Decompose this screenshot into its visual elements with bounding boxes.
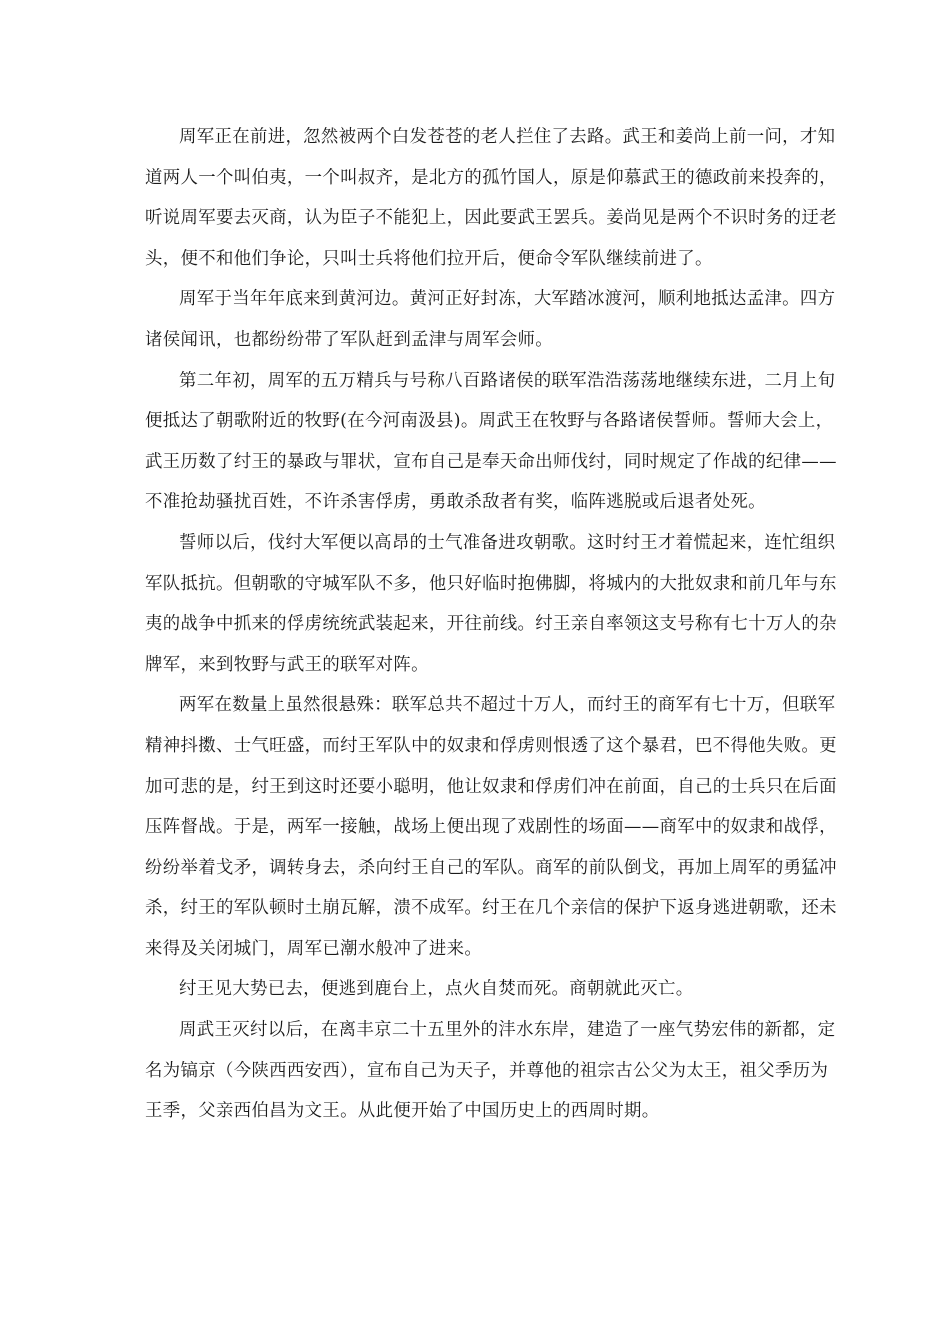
document-body	[145, 117, 837, 1132]
text-line: 纣王见大势已去，便逃到鹿台上，点火自焚而死。商朝就此灭亡。	[179, 979, 694, 1000]
text-line: 周武王灭纣以后，在离丰京二十五里外的沣水东岸，建造了一座气势宏伟的新都，定	[179, 1020, 836, 1041]
text-line: 夷的战争中抓来的俘虏统统武装起来，开往前线。纣王亲自率领这支号称有七十万人的杂	[145, 614, 837, 635]
text-line: 军队抵抗。但朝歌的守城军队不多，他只好临时抱佛脚，将城内的大批奴隶和前几年与东	[145, 573, 837, 594]
paragraph	[145, 1010, 836, 1132]
text-line: 压阵督战。于是，两军一接触，战场上便出现了戏剧性的场面——商军中的奴隶和战俘，	[145, 817, 837, 838]
text-line: 誓师以后，伐纣大军便以高昂的士气准备进攻朝歌。这时纣王才着慌起来，连忙组织	[179, 532, 836, 553]
text-line: 第二年初，周军的五万精兵与号称八百路诸侯的联军浩浩荡荡地继续东进，二月上旬	[179, 370, 836, 391]
text-line: 牌军，来到牧野与武王的联军对阵。	[145, 654, 429, 675]
text-line: 便抵达了朝歌附近的牧野(在今河南汲县)。周武王在牧野与各路诸侯誓师。誓师大会上，	[145, 411, 834, 432]
text-line: 精神抖擞、士气旺盛，而纣王军队中的奴隶和俘虏则恨透了这个暴君，巴不得他失败。更	[145, 735, 837, 756]
paragraph	[145, 969, 807, 1010]
text-line: 周军正在前进，忽然被两个白发苍苍的老人拦住了去路。武王和姜尚上前一问，才知	[179, 127, 836, 147]
text-line: 加可悲的是，纣王到这时还要小聪明，他让奴隶和俘虏们冲在前面，自己的士兵只在后面	[145, 776, 837, 797]
text-line: 头，便不和他们争论，只叫士兵将他们拉开后，便命令军队继续前进了。	[145, 248, 713, 269]
text-line: 听说周军要去灭商，认为臣子不能犯上，因此要武王罢兵。姜尚见是两个不识时务的迂老	[145, 208, 837, 229]
text-line: 杀，纣王的军队顿时土崩瓦解，溃不成军。纣王在几个亲信的保护下返身逃进朝歌，还未	[145, 898, 837, 919]
paragraph	[145, 523, 837, 685]
text-line: 来得及关闭城门，周军已潮水般冲了进来。	[145, 938, 483, 959]
text-line: 不准抢劫骚扰百姓，不许杀害俘虏，勇敢杀敌者有奖，临阵逃脱或后退者处死。	[145, 492, 766, 513]
text-line: 武王历数了纣王的暴政与罪状，宣布自己是奉天命出师伐纣，同时规定了作战的纪律——	[145, 451, 837, 472]
text-line: 周军于当年年底来到黄河边。黄河正好封冻，大军踏冰渡河，顺利地抵达孟津。四方	[179, 289, 836, 310]
paragraph	[145, 279, 836, 360]
paragraph	[145, 361, 837, 523]
text-line: 两军在数量上虽然很悬殊：联军总共不超过十万人，而纣王的商军有七十万，但联军	[179, 695, 836, 716]
text-line: 道两人一个叫伯夷，一个叫叔齐，是北方的孤竹国人，原是仰慕武王的德政前来投奔的，	[145, 167, 837, 188]
text-line: 名为镐京（今陕西西安西），宣布自己为天子，并尊他的祖宗古公父为太王，祖父季历为	[145, 1060, 829, 1081]
paragraph	[145, 117, 837, 279]
text-line: 王季，父亲西伯昌为文王。从此便开始了中国历史上的西周时期。	[145, 1101, 660, 1122]
paragraph	[145, 685, 837, 969]
text-line: 诸侯闻讯，也都纷纷带了军队赶到孟津与周军会师。	[145, 329, 554, 350]
text-line: 纷纷举着戈矛，调转身去，杀向纣王自己的军队。商军的前队倒戈，再加上周军的勇猛冲	[145, 857, 837, 878]
